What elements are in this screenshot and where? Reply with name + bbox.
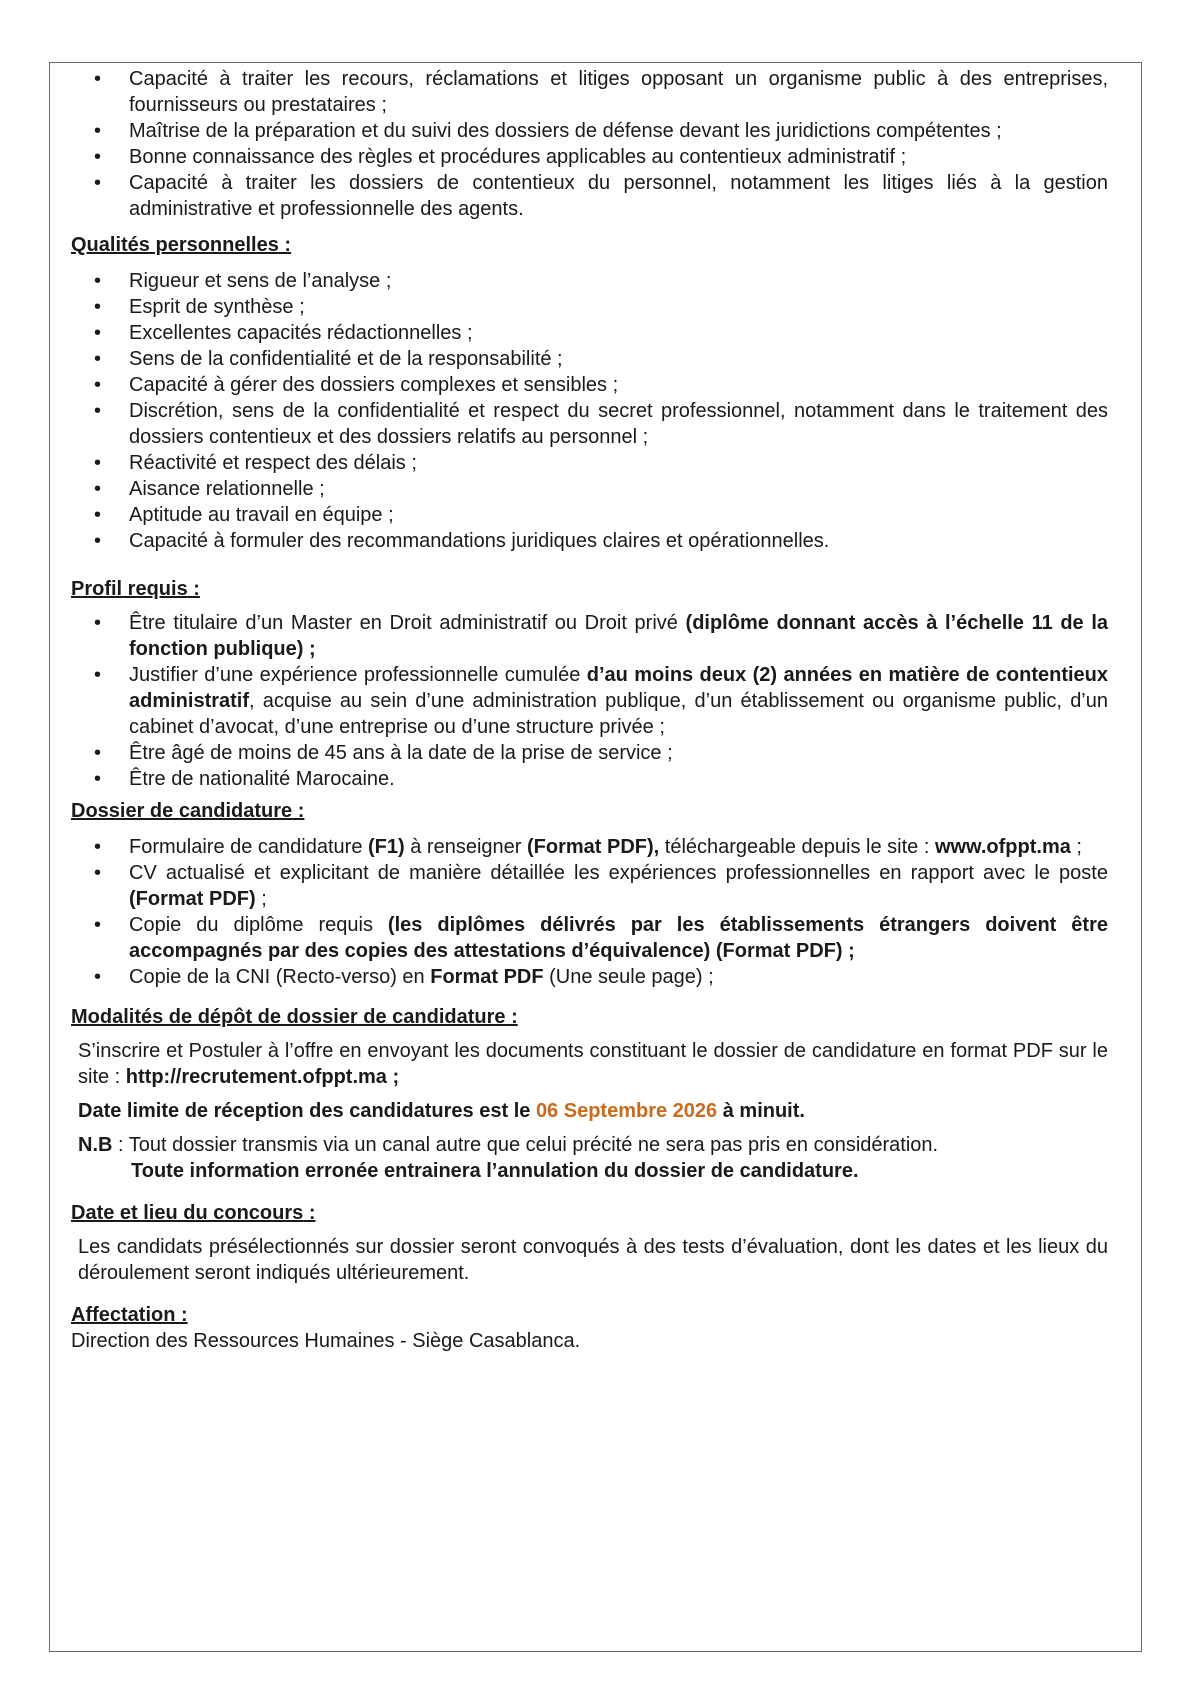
list-item: • Capacité à traiter les dossiers de contentieux du personnel, notamment les litiges liés à la gestion administrative et professionnelle des agents. (71, 170, 1108, 222)
nb-note-warning: Toute information erronée entrainera l’annulation du dossier de candidature. (131, 1160, 859, 1182)
list-item: • Excellentes capacités rédactionnelles ; (71, 320, 1108, 346)
modalites-paragraph: S’inscrire et Postuler à l’offre en envoyant les documents constituant le dossier de candidature en format PDF sur le site : http://recrutement.ofppt.ma ; (78, 1040, 1108, 1088)
document-body (71, 66, 1108, 1354)
list-item: • CV actualisé et explicitant de manière détaillée les expériences professionnelles en rapport avec le poste (Format PDF) ; (71, 860, 1108, 912)
list-item: • Formulaire de candidature (F1) à renseigner (Format PDF), téléchargeable depuis le site : www.ofppt.ma ; (71, 834, 1108, 860)
profil-list (71, 610, 1108, 792)
list-item: • Rigueur et sens de l’analyse ; (71, 268, 1108, 294)
list-item: • Sens de la confidentialité et de la responsabilité ; (71, 346, 1108, 372)
list-item: • Copie de la CNI (Recto-verso) en Format PDF (Une seule page) ; (71, 964, 1108, 990)
deadline-date: 06 Septembre 2026 (535, 1100, 718, 1122)
nb-note: N.B : Tout dossier transmis via un canal autre que celui précité ne sera pas pris en considération. (78, 1134, 939, 1156)
concours-heading: Date et lieu du concours : (71, 1202, 316, 1224)
dossier-heading: Dossier de candidature : (71, 800, 305, 822)
list-item: • Capacité à gérer des dossiers complexes et sensibles ; (71, 372, 1108, 398)
affectation-text: Direction des Ressources Humaines - Siège Casablanca. (71, 1330, 581, 1352)
qualites-heading: Qualités personnelles : (71, 234, 292, 256)
list-item: • Capacité à traiter les recours, réclamations et litiges opposant un organisme public à des entreprises, fournisseurs ou prestataires ; (71, 66, 1108, 118)
affectation-heading: Affectation : (71, 1304, 188, 1326)
list-item: • Aptitude au travail en équipe ; (71, 502, 1108, 528)
dossier-list (71, 834, 1108, 990)
list-item: • Justifier d’une expérience professionnelle cumulée d’au moins deux (2) années en matière de contentieux administratif, acquise au sein d’une administration publique, d’un établissement ou organisme public, d’un cabinet d’avocat, d’une entreprise ou d’une structure privée ; (71, 662, 1108, 740)
qualites-list (71, 268, 1108, 554)
list-item: • Capacité à formuler des recommandations juridiques claires et opérationnelles. (71, 528, 1108, 554)
list-item: • Bonne connaissance des règles et procédures applicables au contentieux administratif ; (71, 144, 1108, 170)
list-item: • Discrétion, sens de la confidentialité et respect du secret professionnel, notamment dans le traitement des dossiers contentieux et des dossiers relatifs au personnel ; (71, 398, 1108, 450)
list-item: • Copie du diplôme requis (les diplômes délivrés par les établissements étrangers doivent être accompagnés par des copies des attestations d’équivalence) (Format PDF) ; (71, 912, 1108, 964)
list-item: • Maîtrise de la préparation et du suivi des dossiers de défense devant les juridictions compétentes ; (71, 118, 1108, 144)
list-item: • Être âgé de moins de 45 ans à la date de la prise de service ; (71, 740, 1108, 766)
competences-list (71, 66, 1108, 222)
list-item: • Réactivité et respect des délais ; (71, 450, 1108, 476)
list-item: • Aisance relationnelle ; (71, 476, 1108, 502)
profil-heading: Profil requis : (71, 578, 200, 600)
concours-paragraph: Les candidats présélectionnés sur dossier seront convoqués à des tests d’évaluation, dont les dates et les lieux du déroulement seront indiqués ultérieurement. (78, 1236, 1108, 1284)
deadline-line: Date limite de réception des candidatures est le 06 Septembre 2026 à minuit. (78, 1100, 805, 1122)
list-item: • Être titulaire d’un Master en Droit administratif ou Droit privé (diplôme donnant accès à l’échelle 11 de la fonction publique) ; (71, 610, 1108, 662)
modalites-heading: Modalités de dépôt de dossier de candidature : (71, 1006, 518, 1028)
list-item: • Être de nationalité Marocaine. (71, 766, 1108, 792)
list-item: • Esprit de synthèse ; (71, 294, 1108, 320)
